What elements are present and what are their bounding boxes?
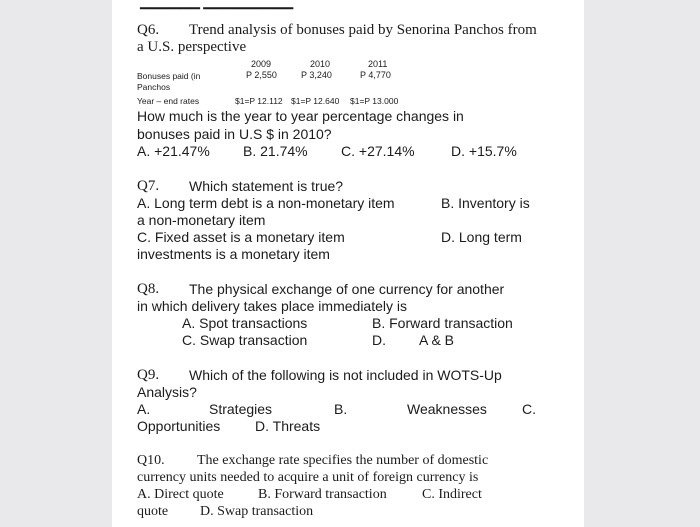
q6-year-2010: 2010	[310, 59, 331, 69]
q10-label: Q10.	[137, 453, 165, 468]
q6-rate-2009: $1=P 12.112	[235, 96, 283, 106]
q10-question-line2: currency units needed to acquire a unit of foreign currency is	[137, 470, 479, 485]
q6-option-c: C. +27.14%	[341, 143, 415, 159]
q7-option-b-line2: a non-monetary item	[137, 212, 266, 228]
q10-option-d: D. Swap transaction	[200, 504, 314, 519]
q8-option-a: A. Spot transactions	[182, 315, 308, 331]
q6-rate-2011: $1=P 13.000	[350, 96, 399, 106]
q9-option-a-letter: A.	[137, 401, 151, 417]
q6-rate-2010: $1=P 12.640	[291, 96, 340, 106]
q9-label: Q9.	[137, 367, 160, 383]
q10-question-line1: The exchange rate specifies the number of domestic	[197, 453, 489, 468]
q6-question-line2: bonuses paid in U.S $ in 2010?	[137, 126, 332, 142]
q6-bonus-2010: P 3,240	[301, 70, 332, 80]
q6-rates-label: Year – end rates	[137, 96, 200, 106]
q6-year-2009: 2009	[251, 59, 272, 69]
q6-row-label-line1: Bonuses paid (in	[137, 71, 201, 81]
q8-question-line1: The physical exchange of one currency for another	[189, 281, 505, 297]
q7-option-c: C. Fixed asset is a monetary item	[137, 229, 345, 245]
q8-option-c: C. Swap transaction	[182, 332, 308, 348]
q10-option-c-line1: C. Indirect	[422, 487, 482, 502]
q6-title-line1: Trend analysis of bonuses paid by Senorina Panchos from	[189, 22, 537, 38]
q8-label: Q8.	[137, 281, 160, 297]
q8-option-b: B. Forward transaction	[372, 315, 513, 331]
q6-question-line1: How much is the year to year percentage changes in	[137, 108, 464, 124]
q6-label: Q6.	[137, 22, 160, 38]
q9-question-line1: Which of the following is not included in WOTS-Up	[189, 367, 502, 383]
q7-option-b-line1: B. Inventory is	[441, 195, 530, 211]
q9-option-a-text: Strategies	[209, 401, 273, 417]
q7-option-a: A. Long term debt is a non-monetary item	[137, 195, 395, 211]
cropped-text-fragment: ▁▁▁▁▁▁ ▁▁▁▁▁▁▁▁▁	[140, 0, 294, 9]
q10-option-b: B. Forward transaction	[258, 487, 387, 502]
q6-bonus-2011: P 4,770	[360, 70, 391, 80]
q9-option-d: D. Threats	[255, 418, 321, 434]
q6-option-b: B. 21.74%	[243, 143, 308, 159]
q9-option-b-letter: B.	[334, 401, 348, 417]
q7-option-d-line1: D. Long term	[441, 229, 522, 245]
q10-option-c-line2: quote	[137, 504, 169, 519]
q9-question-line2: Analysis?	[137, 384, 197, 400]
q9-option-b-text: Weaknesses	[407, 401, 487, 417]
q7-question: Which statement is true?	[189, 178, 344, 194]
q6-bonus-2009: P 2,550	[246, 70, 277, 80]
q6-option-d: D. +15.7%	[451, 143, 517, 159]
q6-option-a: A. +21.47%	[137, 143, 210, 159]
q9-option-c-letter: C.	[522, 401, 536, 417]
q10-option-a: A. Direct quote	[137, 487, 224, 502]
q7-option-d-line2: investments is a monetary item	[137, 246, 330, 262]
q9-option-c-text: Opportunities	[137, 418, 221, 434]
q6-row-label-line2: Panchos	[137, 82, 171, 92]
q8-option-d-text: A & B	[419, 332, 455, 348]
q8-question-line2: in which delivery takes place immediately is	[137, 298, 407, 314]
q6-title-line2: a U.S. perspective	[137, 39, 247, 55]
q8-option-d-letter: D.	[372, 332, 386, 348]
q7-label: Q7.	[137, 178, 160, 194]
q6-year-2011: 2011	[368, 59, 388, 69]
